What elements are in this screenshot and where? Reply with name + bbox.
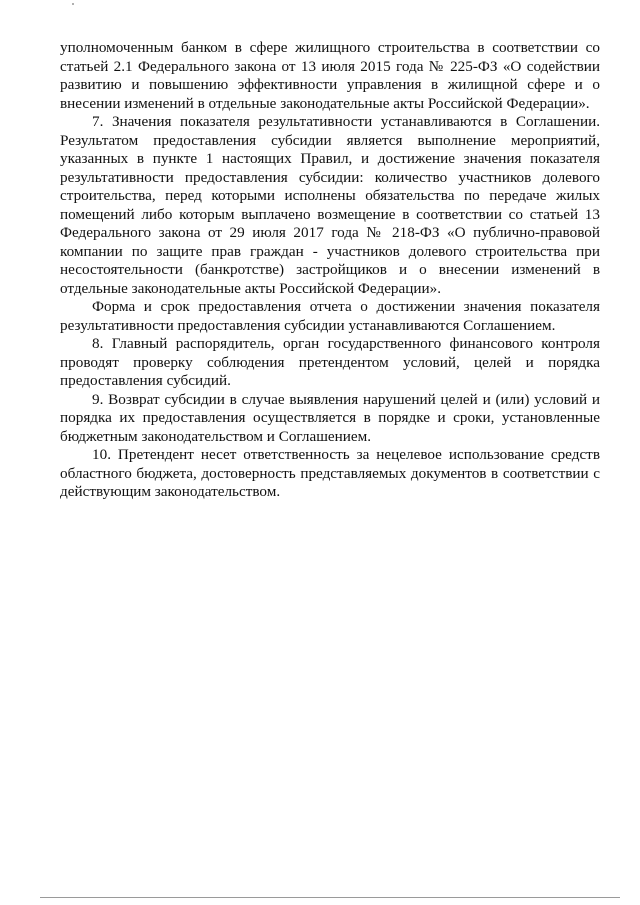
- page-bottom-rule: [40, 897, 620, 898]
- paragraph-report-form: Форма и срок предоставления отчета о достижении значения показателя результативности предоставления субсидии устанавливаются Соглашением.: [60, 298, 600, 334]
- paragraph-continuation: уполномоченным банком в сфере жилищного строительства в соответствии со статьей 2.1 Федерального закона от 13 июля 2015 года № 225-ФЗ «О содействии развитию и повышению эффективности управления в жилищной сфере и о внесении изменений в отдельные законодательные акты Российской Федерации».: [60, 39, 600, 112]
- document-body: [60, 39, 600, 502]
- scan-speck: [72, 3, 74, 5]
- paragraph-item-7: 7. Значения показателя результативности устанавливаются в Соглашении. Результатом предоставления субсидии является выполнение мероприятий, указанных в пункте 1 настоящих Правил, и достижение значения показателя результативности предоставления субсидии: количество участников долевого строительства, перед которыми исполнены обязательства по передаче жилых помещений либо которым выплачено возмещение в соответствии со статьей 13 Федерального закона от 29 июля 2017 года № 218-ФЗ «О публично-правовой компании по защите прав граждан - участников долевого строительства при несостоятельности (банкротстве) застройщиков и о внесении изменений в отдельные законодательные акты Российской Федерации».: [60, 113, 600, 297]
- paragraph-item-10: 10. Претендент несет ответственность за нецелевое использование средств областного бюджета, достоверность представляемых документов в соответствии с действующим законодательством.: [60, 446, 600, 500]
- paragraph-item-9: 9. Возврат субсидии в случае выявления нарушений целей и (или) условий и порядка их предоставления осуществляется в порядке и сроки, установленные бюджетным законодательством и Соглашением.: [60, 390, 600, 445]
- paragraph-item-8: 8. Главный распорядитель, орган государственного финансового контроля проводят проверку соблюдения претендентом условий, целей и порядка предоставления субсидий.: [60, 335, 600, 389]
